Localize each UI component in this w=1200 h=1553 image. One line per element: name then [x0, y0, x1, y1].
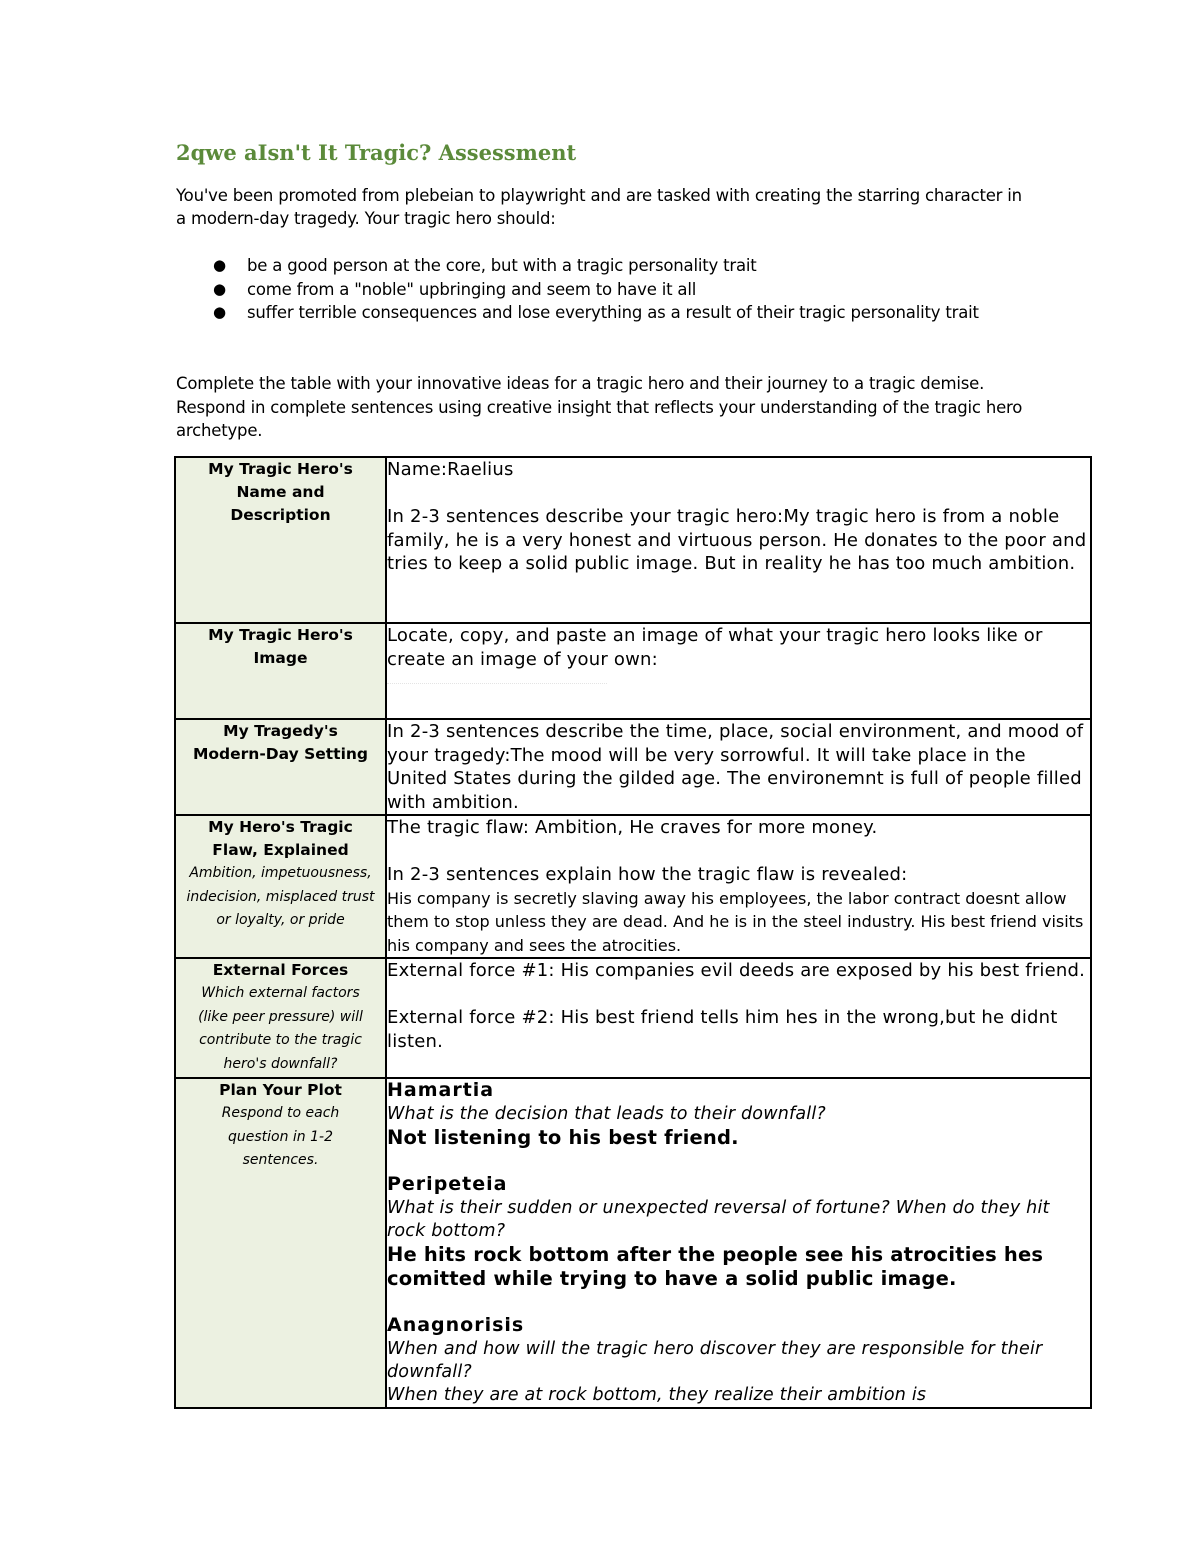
bullet-icon: ●	[213, 256, 226, 274]
plot-cell[interactable]	[386, 1078, 1091, 1408]
table-row	[175, 1078, 1091, 1408]
table-row	[175, 623, 1091, 719]
hamartia-heading: Hamartia	[387, 1079, 495, 1101]
setting-text: In 2-3 sentences describe the time, place, social environment, and mood of your tragedy:The mood will be very sorrowful. It will take place in the United States during the gilded age. The environemnt is full of people filled with ambition.	[387, 721, 1084, 813]
peripeteia-answer: He hits rock bottom after the people see his atrocities hes comitted while trying to have a solid public image.	[387, 1242, 1044, 1290]
hero-name: Name:Raelius	[387, 459, 514, 480]
table-row	[175, 958, 1091, 1078]
table-row	[175, 457, 1091, 623]
image-cell[interactable]	[386, 623, 1091, 719]
bullet-icon: ●	[213, 303, 226, 321]
anagnorisis-answer: When they are at rock bottom, they realize their ambition is	[387, 1384, 927, 1405]
name-description-cell[interactable]	[386, 457, 1091, 623]
setting-cell[interactable]	[386, 719, 1091, 815]
flaw-answer: His company is secretly slaving away his employees, the labor contract doesnt allow them to stop unless they are dead. And he is in the steel industry. His best friend visits his company and sees the atrocities.	[387, 888, 1084, 955]
hamartia-answer: Not listening to his best friend.	[387, 1125, 739, 1149]
row-label-flaw: My Hero's Tragic Flaw, Explained Ambition, impetuousness, indecision, misplaced trust or loyalty, or pride	[175, 815, 386, 958]
image-placeholder	[387, 677, 607, 684]
forces-cell[interactable]	[386, 958, 1091, 1078]
hero-description: In 2-3 sentences describe your tragic hero:My tragic hero is from a noble family, he is a very honest and virtuous person. He donates to the poor and tries to keep a solid public image. But in reality he has too much ambition.	[387, 506, 1087, 574]
table-row	[175, 719, 1091, 815]
flaw-prompt: In 2-3 sentences explain how the tragic flaw is revealed:	[387, 864, 908, 885]
bullet-icon: ●	[213, 279, 226, 298]
row-label-forces: External Forces Which external factors (like peer pressure) will contribute to the tragic hero's downfall?	[175, 958, 386, 1078]
list-item: ● be a good person at the core, but with a tragic personality trait	[176, 254, 1036, 278]
peripeteia-question: What is their sudden or unexpected reversal of fortune? When do they hit rock bottom?	[387, 1197, 1050, 1241]
instructions-paragraph: Complete the table with your innovative ideas for a tragic hero and their journey to a tragic demise. Respond in complete sentences using creative insight that reflects your understanding of the tragic hero archetype.	[176, 374, 1023, 440]
external-force-1: External force #1: His companies evil deeds are exposed by his best friend.	[387, 960, 1086, 981]
list-item: ● suffer terrible consequences and lose everything as a result of their tragic personality trait	[176, 301, 1036, 325]
image-prompt: Locate, copy, and paste an image of what your tragic hero looks like or create an image of your own:	[387, 625, 1043, 670]
intro-paragraph: You've been promoted from plebeian to playwright and are tasked with creating the starring character in a modern-day tragedy. Your tragic hero should:	[176, 186, 1022, 228]
row-label-setting: My Tragedy's Modern-Day Setting	[175, 719, 386, 815]
table-row	[175, 815, 1091, 958]
requirements-list	[176, 254, 1036, 325]
hamartia-question: What is the decision that leads to their downfall?	[387, 1103, 826, 1124]
row-label-image: My Tragic Hero's Image	[175, 623, 386, 719]
flaw-cell[interactable]	[386, 815, 1091, 958]
anagnorisis-heading: Anagnorisis	[387, 1314, 525, 1336]
flaw-line: The tragic flaw: Ambition, He craves for more money.	[387, 817, 878, 838]
anagnorisis-question: When and how will the tragic hero discover they are responsible for their downfall?	[387, 1338, 1043, 1382]
external-force-2: External force #2: His best friend tells him hes in the wrong,but he didnt listen.	[387, 1007, 1058, 1052]
row-label-plot: Plan Your Plot Respond to each question in 1-2 sentences.	[175, 1078, 386, 1408]
row-label-name: My Tragic Hero's Name and Description	[175, 457, 386, 623]
list-item: ● come from a "noble" upbringing and seem to have it all	[176, 278, 1036, 302]
assessment-table	[174, 456, 1092, 1409]
peripeteia-heading: Peripeteia	[387, 1173, 508, 1195]
page-title: 2qwe aIsn't It Tragic? Assessment	[176, 140, 577, 165]
